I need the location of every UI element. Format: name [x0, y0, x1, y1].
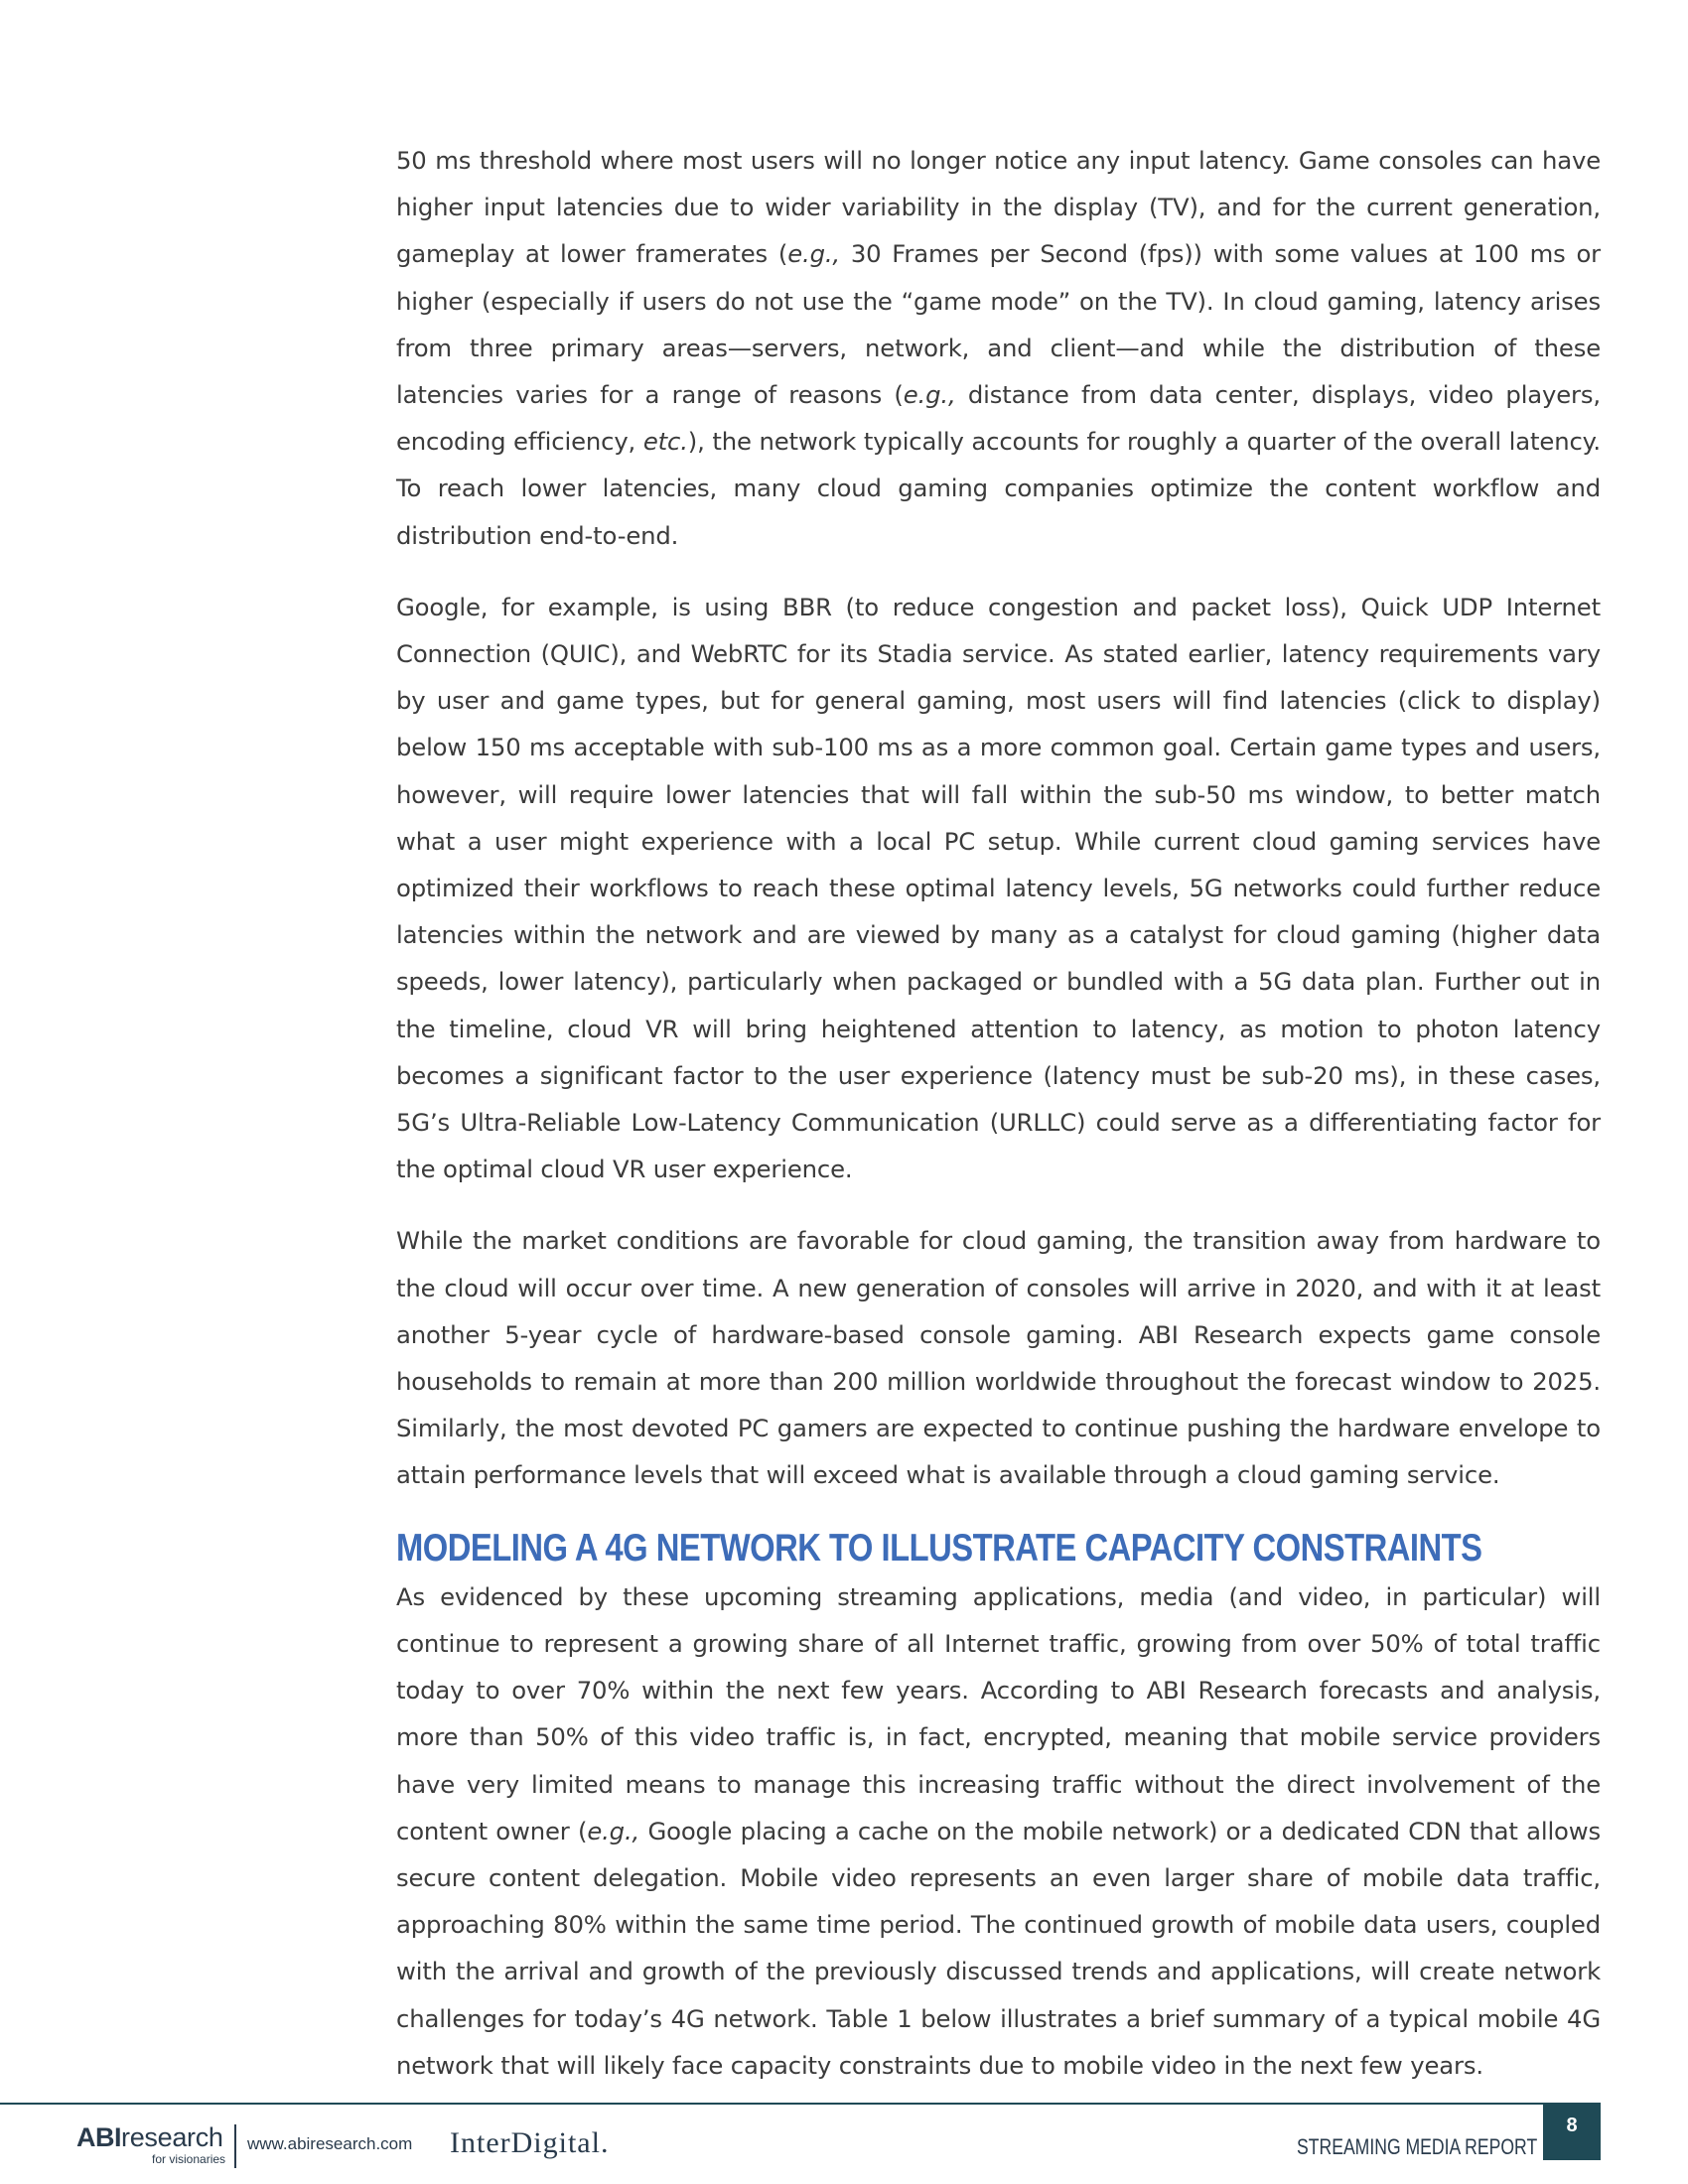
section-heading: MODELING A 4G NETWORK TO ILLUSTRATE CAPACITY CONSTRAINTS [396, 1526, 1482, 1570]
abi-tagline: for visionaries [152, 2152, 226, 2166]
interdigital-logo: InterDigital. [450, 2126, 610, 2159]
paragraph-google-stadia: Google, for example, is using BBR (to reduce congestion and packet loss), Quick UDP Internet Connection (QUIC), and WebRTC for its Stadia service. As stated earlier, latency requirements vary by user and game types, but for general gaming, most users will find latencies (click to display) below 150 ms acceptable with sub-100 ms as a more common goal. Certain game types and users, however, will require lower latencies that will fall within the sub-50 ms window, to better match what a user might experience with a local PC setup. While current cloud gaming services have optimized their workflows to reach these optimal latency levels, 5G networks could further reduce latencies within the network and are viewed by many as a catalyst for cloud gaming (higher data speeds, lower latency), particularly when packaged or bundled with a 5G data plan. Further out in the timeline, cloud VR will bring heightened attention to latency, as motion to photon latency becomes a significant factor to the user experience (latency must be sub-20 ms), in these cases, 5G’s Ultra-Reliable Low-Latency Communication (URLLC) could serve as a differentiating factor for the optimal cloud VR user experience. [396, 592, 1601, 1184]
page-number: 8 [1543, 2103, 1601, 2160]
report-title: STREAMING MEDIA REPORT [1297, 2134, 1538, 2159]
footer-url[interactable]: www.abiresearch.com [247, 2134, 413, 2153]
main-content [396, 137, 1601, 2089]
footer-rule [0, 2103, 1601, 2105]
paragraph-market-conditions: While the market conditions are favorable for cloud gaming, the transition away from hardware to the cloud will occur over time. A new generation of consoles will arrive in 2020, and with it at least another 5-year cycle of hardware-based console gaming. ABI Research expects game console households to remain at more than 200 million worldwide throughout the forecast window to 2025. Similarly, the most devoted PC gamers are expected to continue pushing the hardware envelope to attain performance levels that will exceed what is available through a cloud gaming service. [396, 1226, 1601, 1490]
paragraph-latency: 50 ms threshold where most users will no longer notice any input latency. Game consoles can have higher input latencies due to wider variability in the display (TV), and for the current generation, gameplay at lower framerates (e.g., 30 Frames per Second (fps)) with some values at 100 ms or higher (especially if users do not use the “game mode” on the TV). In cloud gaming, latency arises from three primary areas—servers, network, and client—and while the distribution of these latencies varies for a range of reasons (e.g., distance from data center, displays, video players, encoding efficiency, etc.), the network typically accounts for roughly a quarter of the overall latency. To reach lower latencies, many cloud gaming companies optimize the content workflow and distribution end-to-end. [396, 146, 1601, 550]
paragraph-4g-network: As evidenced by these upcoming streaming applications, media (and video, in particular) will continue to represent a growing share of all Internet traffic, growing from over 50% of total traffic today to over 70% within the next few years. According to ABI Research forecasts and analysis, more than 50% of this video traffic is, in fact, encrypted, meaning that mobile service providers have very limited means to manage this increasing traffic without the direct involvement of the content owner (e.g., Google placing a cache on the mobile network) or a dedicated CDN that allows secure content delegation. Mobile video represents an even larger share of mobile data traffic, approaching 80% within the same time period. The continued growth of mobile data users, coupled with the arrival and growth of the previously discussed trends and applications, will create network challenges for today’s 4G network. Table 1 below illustrates a brief summary of a typical mobile 4G network that will likely face capacity constraints due to mobile video in the next few years. [396, 1581, 1601, 2080]
abi-research-logo: ABIresearch [76, 2122, 223, 2152]
footer-divider [234, 2124, 236, 2168]
